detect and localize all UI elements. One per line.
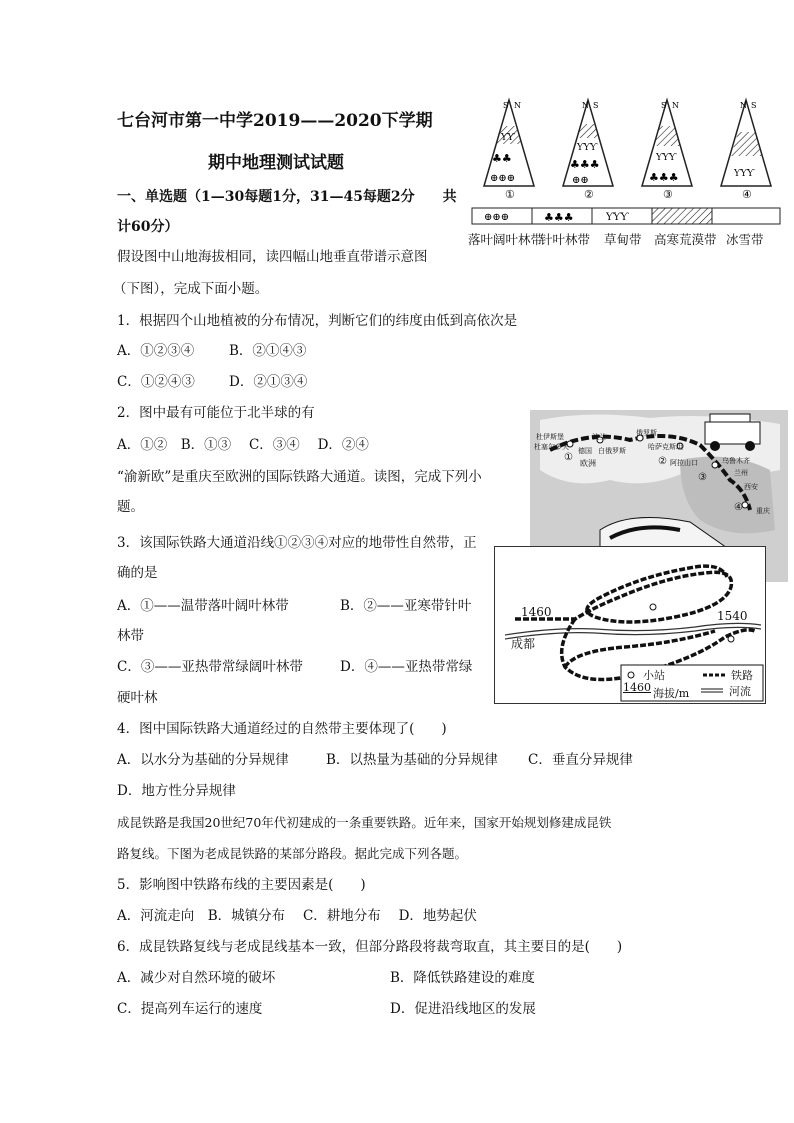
zonation-legend-labels bbox=[468, 230, 788, 248]
svg-text:ƳƳƳ: ƳƳƳ bbox=[656, 153, 676, 163]
mountain-2 bbox=[563, 100, 613, 201]
svg-text:♣♣♣: ♣♣♣ bbox=[649, 171, 679, 184]
question-4-option-a: A．以水分为基础的分异规律 bbox=[117, 752, 289, 768]
svg-text:ƳƳƳ: ƳƳƳ bbox=[734, 169, 754, 179]
question-6-option-b: B．降低铁路建设的难度 bbox=[390, 970, 535, 986]
svg-text:S: S bbox=[661, 101, 667, 110]
section-heading: 一、单选题（1—30每题1分，31—45每题2分 共 bbox=[117, 189, 457, 205]
question-5-options: A．河流走向 B．城镇分布 C．耕地分布 D．地势起伏 bbox=[117, 908, 477, 924]
question-3-stem: 3．该国际铁路大通道沿线①②③④对应的地带性自然带，正 bbox=[117, 535, 477, 551]
svg-text:N: N bbox=[740, 101, 747, 110]
legend-desert: 高寒荒漠带 bbox=[654, 232, 717, 247]
mountain-zonation-figure bbox=[466, 96, 786, 248]
legend-altitude-value: 1460 bbox=[623, 681, 651, 694]
question-4-option-b: B．以热量为基础的分异规律 bbox=[326, 752, 498, 768]
intro2-line2: 题。 bbox=[117, 499, 144, 515]
mountain-3 bbox=[642, 100, 692, 201]
city-label: 成都 bbox=[511, 637, 536, 651]
question-3-option-d: D．④——亚热带常绿 bbox=[340, 659, 473, 675]
svg-text:♣♣: ♣♣ bbox=[492, 152, 512, 165]
question-6-option-d: D．促进沿线地区的发展 bbox=[390, 1001, 536, 1017]
question-6-option-a: A．减少对自然环境的破坏 bbox=[117, 970, 276, 986]
altitude-label-1: 1460 bbox=[521, 605, 552, 619]
question-3-option-a: A．①——温带落叶阔叶林带 bbox=[117, 598, 289, 614]
legend-rail: 铁路 bbox=[731, 669, 753, 682]
question-4-stem: 4．图中国际铁路大通道经过的自然带主要体现了( ) bbox=[117, 721, 447, 737]
svg-text:ƳƳ: ƳƳ bbox=[501, 133, 515, 143]
svg-text:N: N bbox=[582, 101, 589, 110]
section-heading-cont: 计60分） bbox=[117, 219, 179, 235]
legend-ice: 冰雪带 bbox=[726, 232, 764, 247]
svg-text:ƳƳƳ: ƳƳƳ bbox=[606, 212, 629, 223]
mountain-1 bbox=[484, 100, 534, 201]
question-1-option-c: C．①②④③ bbox=[117, 374, 195, 390]
question-1-option-d: D．②①③④ bbox=[229, 374, 308, 390]
question-5-stem: 5．影响图中铁路布线的主要因素是( ) bbox=[117, 877, 366, 893]
question-3-option-b-cont: 林带 bbox=[117, 628, 144, 644]
question-3-option-d-cont: 硬叶林 bbox=[117, 690, 158, 706]
svg-text:S: S bbox=[751, 101, 757, 110]
svg-text:⊕⊕⊕: ⊕⊕⊕ bbox=[490, 173, 516, 184]
svg-text:N: N bbox=[672, 101, 679, 110]
legend-conifer: 针叶林带 bbox=[540, 232, 591, 247]
mountain-4-num: ④ bbox=[742, 188, 752, 201]
altitude-label-2: 1540 bbox=[717, 609, 748, 623]
legend-station: 小站 bbox=[643, 669, 665, 682]
legend-altitude: 海拔/m bbox=[653, 687, 690, 700]
railway-map-figure: 杜伊斯堡 杜塞尔多夫 德国 欧洲 波兰 白俄罗斯 俄罗斯 哈萨克斯坦 阿拉山口 乌鲁木齐 兰州 西安 重庆 ① ② ③ ④ bbox=[530, 410, 788, 582]
svg-text:♣♣♣: ♣♣♣ bbox=[570, 158, 600, 171]
mountain-1-num: ① bbox=[505, 188, 515, 201]
question-6-stem: 6．成昆铁路复线与老成昆线基本一致，但部分路段将裁弯取直，其主要目的是( ) bbox=[117, 939, 623, 955]
question-1-stem: 1．根据四个山地植被的分布情况，判断它们的纬度由低到高依次是 bbox=[117, 313, 518, 329]
zonation-legend bbox=[472, 208, 780, 224]
question-3-option-c: C．③——亚热带常绿阔叶林带 bbox=[117, 659, 303, 675]
svg-text:ƳƳƳ: ƳƳƳ bbox=[577, 143, 597, 153]
chengkun-railway-figure bbox=[494, 546, 766, 704]
intro1-line2: （下图），完成下面小题。 bbox=[113, 281, 269, 297]
intro3-line2: 路复线。下图为老成昆铁路的某部分路段。据此完成下列各题。 bbox=[117, 846, 468, 861]
svg-text:N: N bbox=[514, 101, 521, 110]
question-4-option-c: C．垂直分异规律 bbox=[528, 752, 633, 768]
question-1-option-b: B．②①④③ bbox=[229, 343, 307, 359]
legend-meadow: 草甸带 bbox=[604, 232, 642, 247]
svg-text:⊕⊕⊕: ⊕⊕⊕ bbox=[484, 212, 510, 223]
intro3-line1: 成昆铁路是我国20世纪70年代初建成的一条重要铁路。近年来，国家开始规划修建成昆铁 bbox=[117, 815, 612, 830]
svg-text:S: S bbox=[593, 101, 599, 110]
mountain-2-num: ② bbox=[584, 188, 594, 201]
exam-title-line2: 期中地理测试试题 bbox=[208, 153, 344, 173]
question-1-option-a: A．①②③④ bbox=[117, 343, 195, 359]
mountain-3-num: ③ bbox=[663, 188, 673, 201]
question-3-option-b: B．②——亚寒带针叶 bbox=[340, 598, 472, 614]
svg-text:♣♣♣: ♣♣♣ bbox=[544, 211, 574, 224]
svg-text:⊕⊕: ⊕⊕ bbox=[572, 175, 589, 186]
legend-river: 河流 bbox=[729, 685, 751, 698]
question-6-option-c: C．提高列车运行的速度 bbox=[117, 1001, 263, 1017]
svg-text:S: S bbox=[503, 101, 509, 110]
legend-broadleaf: 落叶阔叶林带 bbox=[468, 232, 544, 247]
question-2-stem: 2．图中最有可能位于北半球的有 bbox=[117, 405, 315, 421]
mountain-4 bbox=[721, 100, 771, 201]
intro2-line1: “渝新欧”是重庆至欧洲的国际铁路大通道。读图，完成下列小 bbox=[117, 469, 482, 485]
question-4-option-d: D．地方性分异规律 bbox=[117, 783, 236, 799]
exam-title-line1: 七台河市第一中学2019——2020下学期 bbox=[117, 111, 433, 131]
intro1-line1: 假设图中山地海拔相同，读四幅山地垂直带谱示意图 bbox=[117, 249, 428, 265]
question-3-stem-cont: 确的是 bbox=[117, 565, 158, 581]
question-2-options: A．①② B．①③ C．③④ D．②④ bbox=[117, 437, 369, 453]
